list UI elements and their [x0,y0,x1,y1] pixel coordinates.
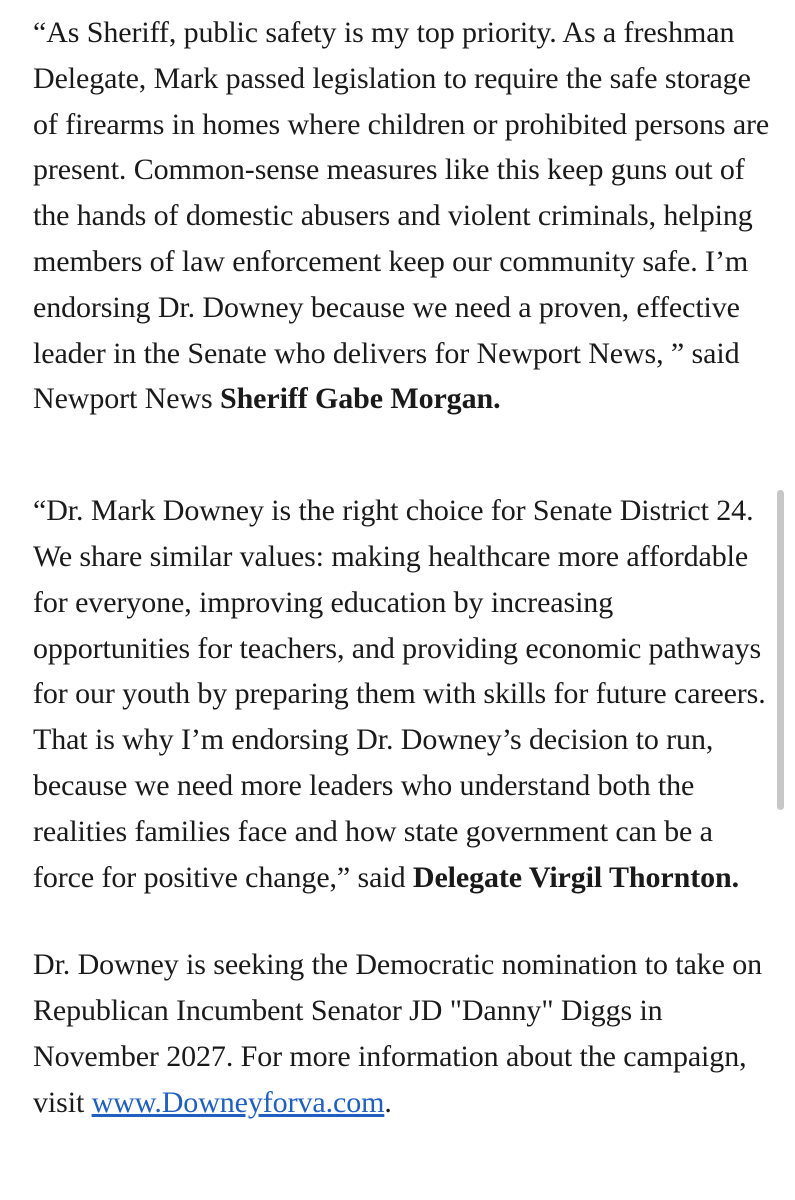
delegate-quote-paragraph [33,488,773,900]
campaign-website-link[interactable]: www.Downeyforva.com [91,1085,385,1119]
delegate-name: Delegate Virgil Thornton. [412,860,739,894]
sheriff-quote-paragraph [33,10,773,422]
campaign-info-paragraph [33,942,773,1125]
sheriff-quote-text: “As Sheriff, public safety is my top priority. As a freshman Delegate, Mark passed legislation to require the safe storage of firearms in homes where children or prohibited persons are present. Common-sense measures like this keep guns out of the hands of domestic abusers and violent criminals, helping members of law enforcement keep our community safe. I’m endorsing Dr. Downey because we need a proven, effective leader in the Senate who delivers for Newport News, ” said Newport News [33,16,770,416]
campaign-info-period: . [384,1085,392,1119]
scrollbar-thumb[interactable] [777,490,784,810]
campaign-info-text: Dr. Downey is seeking the Democratic nomination to take on Republican Incumbent Senator JD "Danny" Diggs in November 2027. For more information about the campaign, visit [33,948,763,1119]
article-body [33,10,773,1126]
sheriff-name: Sheriff Gabe Morgan. [220,382,501,416]
delegate-quote-text: “Dr. Mark Downey is the right choice for Senate District 24. We share similar values: making healthcare more affordable for everyone, improving education by increasing opportunities for teachers, and providing economic pathways for our youth by preparing them with skills for future careers. That is why I’m endorsing Dr. Downey’s decision to run, because we need more leaders who understand both the realities families face and how state government can be a force for positive change,” said [33,494,766,894]
